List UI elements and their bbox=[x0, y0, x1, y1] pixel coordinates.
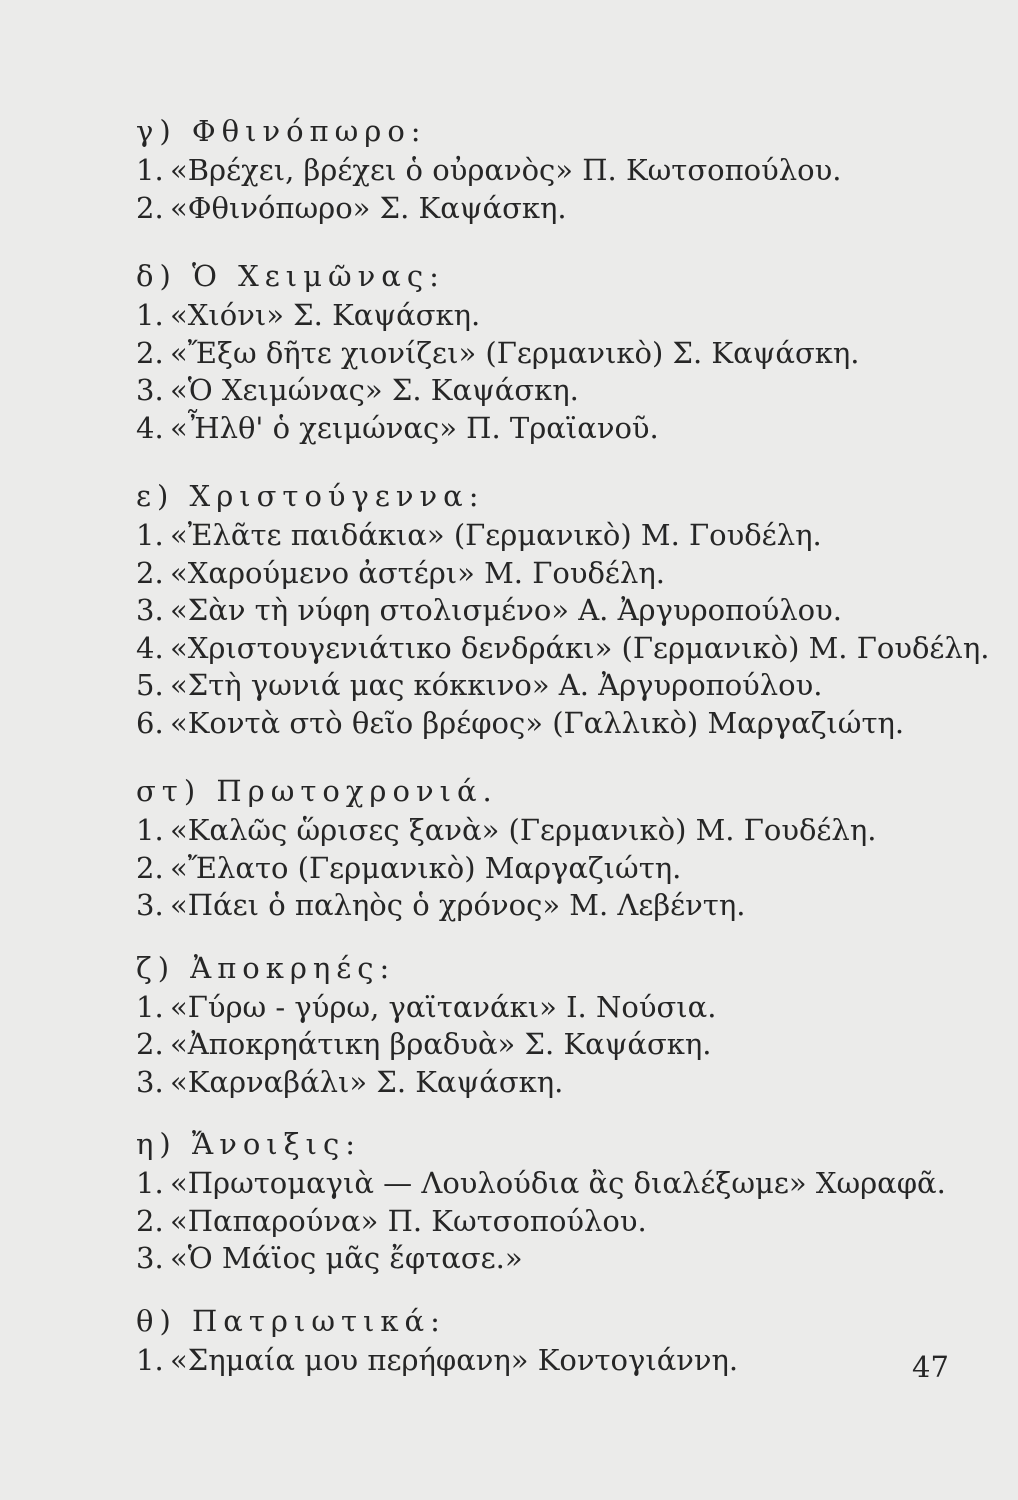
item-number: 5. bbox=[136, 668, 164, 702]
item-text: «Ὁ Χειμώνας» Σ. Καψάσκη. bbox=[170, 373, 579, 407]
item-number: 4. bbox=[136, 630, 164, 665]
section-heading: ε) Χριστούγεννα: bbox=[136, 479, 485, 513]
item-text: «Πρωτομαγιὰ — Λουλούδια ἂς διαλέξωμε» Χωραφᾶ. bbox=[170, 1166, 946, 1200]
item-number: 6. bbox=[136, 705, 164, 740]
item-number: 1. bbox=[136, 153, 164, 187]
list-item bbox=[136, 989, 976, 1027]
item-text: «Καρναβάλι» Σ. Καψάσκη. bbox=[170, 1064, 564, 1099]
item-text: «Παπαρούνα» Π. Κωτσοπούλου. bbox=[170, 1203, 647, 1238]
section-new-year bbox=[136, 770, 976, 925]
item-number: 3. bbox=[136, 1064, 164, 1099]
list-item bbox=[136, 517, 976, 555]
item-number: 3. bbox=[136, 888, 164, 922]
list-item bbox=[136, 190, 976, 228]
item-number: 3. bbox=[136, 1241, 164, 1275]
item-number: 2. bbox=[136, 190, 164, 225]
section-spring bbox=[136, 1123, 976, 1278]
section-autumn bbox=[136, 110, 976, 227]
section-heading: δ) Ὁ Χειμῶνας: bbox=[136, 259, 445, 293]
item-text: «Στὴ γωνιά μας κόκκινο» Α. Ἀργυροπούλου. bbox=[170, 668, 823, 702]
item-number: 4. bbox=[136, 410, 164, 445]
item-text: «Σὰν τὴ νύφη στολισμένο» Α. Ἀργυροπούλου. bbox=[170, 593, 842, 627]
item-number: 1. bbox=[136, 1166, 164, 1200]
list-item bbox=[136, 667, 976, 705]
item-number: 2. bbox=[136, 555, 164, 590]
list-item bbox=[136, 410, 976, 448]
item-text: «Ὁ Μάϊος μᾶς ἔφτασε.» bbox=[170, 1241, 523, 1275]
item-number: 1. bbox=[136, 989, 164, 1024]
item-number: 1. bbox=[136, 813, 164, 847]
item-number: 2. bbox=[136, 335, 164, 370]
list-item bbox=[136, 372, 976, 410]
section-heading: η) Ἄνοιξις: bbox=[136, 1127, 362, 1161]
item-text: «Χαρούμενο ἀστέρι» Μ. Γουδέλη. bbox=[170, 555, 665, 590]
item-text: «Βρέχει, βρέχει ὁ οὐρανὸς» Π. Κωτσοπούλου. bbox=[170, 153, 842, 187]
item-number: 3. bbox=[136, 373, 164, 407]
item-number: 2. bbox=[136, 1027, 164, 1061]
item-text: «Σημαία μου περήφανη» Κοντογιάννη. bbox=[170, 1342, 739, 1377]
item-text: «Χιόνι» Σ. Καψάσκη. bbox=[170, 298, 481, 332]
list-item bbox=[136, 297, 976, 335]
list-item bbox=[136, 592, 976, 630]
section-christmas bbox=[136, 475, 990, 742]
section-carnival bbox=[136, 947, 976, 1102]
list-item bbox=[136, 705, 976, 743]
section-heading: θ) Πατριωτικά: bbox=[136, 1303, 446, 1338]
list-item bbox=[136, 812, 976, 850]
section-heading: ζ) Ἀποκρηές: bbox=[136, 950, 396, 985]
item-number: 2. bbox=[136, 850, 164, 885]
list-item bbox=[136, 1342, 976, 1380]
list-item bbox=[136, 887, 976, 925]
page-number: 47 bbox=[912, 1350, 949, 1384]
section-patriotic bbox=[136, 1300, 976, 1380]
item-number: 2. bbox=[136, 1203, 164, 1238]
list-item bbox=[136, 335, 976, 373]
list-item bbox=[136, 1203, 976, 1241]
item-text: «Ἐλᾶτε παιδάκια» (Γερμανικὸ) Μ. Γουδέλη. bbox=[170, 518, 822, 552]
section-winter bbox=[136, 255, 976, 447]
song-list bbox=[136, 110, 990, 1379]
item-text: «Ἔλατο (Γερμανικὸ) Μαργαζιώτη. bbox=[170, 850, 682, 885]
list-item bbox=[136, 1026, 976, 1064]
list-item bbox=[136, 850, 976, 888]
item-text: «Γύρω - γύρω, γαϊτανάκι» Ι. Νούσια. bbox=[170, 989, 717, 1024]
item-text: «Φθινόπωρο» Σ. Καψάσκη. bbox=[170, 190, 567, 225]
list-item bbox=[136, 630, 990, 668]
list-item bbox=[136, 152, 976, 190]
list-item bbox=[136, 1165, 976, 1203]
item-text: «Ἔξω δῆτε χιονίζει» (Γερμανικὸ) Σ. Καψάσκη. bbox=[170, 335, 860, 370]
section-heading: γ) Φθινόπωρο: bbox=[136, 114, 427, 148]
item-number: 3. bbox=[136, 593, 164, 627]
list-item bbox=[136, 1240, 976, 1278]
item-number: 1. bbox=[136, 1342, 164, 1377]
item-number: 1. bbox=[136, 298, 164, 332]
section-heading: στ) Πρωτοχρονιά. bbox=[136, 774, 498, 808]
item-text: «Χριστουγενιάτικο δενδράκι» (Γερμανικὸ) Μ. Γουδέλη. bbox=[170, 630, 990, 665]
item-text: «Ἀποκρηάτικη βραδυὰ» Σ. Καψάσκη. bbox=[170, 1027, 712, 1061]
item-text: «Πάει ὁ παληὸς ὁ χρόνος» Μ. Λεβέντη. bbox=[170, 888, 746, 922]
item-text: «Καλῶς ὥρισες ξανὰ» (Γερμανικὸ) Μ. Γουδέλη. bbox=[170, 813, 877, 847]
list-item bbox=[136, 1064, 976, 1102]
list-item bbox=[136, 555, 976, 593]
item-text: «Ἦλθ' ὁ χειμώνας» Π. Τραϊανοῦ. bbox=[170, 410, 659, 445]
item-number: 1. bbox=[136, 518, 164, 552]
item-text: «Κοντὰ στὸ θεῖο βρέφος» (Γαλλικὸ) Μαργαζιώτη. bbox=[170, 705, 905, 740]
